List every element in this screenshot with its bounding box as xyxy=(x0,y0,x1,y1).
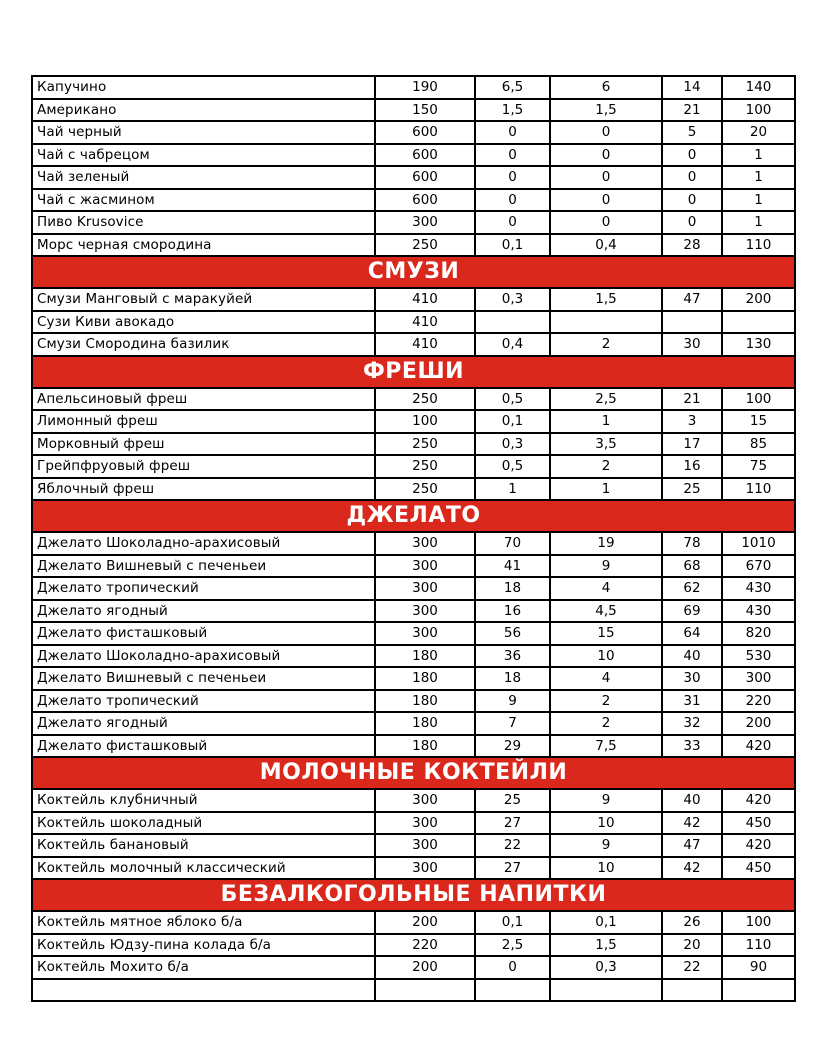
item-name-cell: Джелато тропический xyxy=(32,577,375,600)
value-cell: 32 xyxy=(662,712,722,735)
value-cell: 56 xyxy=(475,622,550,645)
value-cell: 420 xyxy=(722,789,795,812)
value-cell: 250 xyxy=(375,478,475,501)
value-cell: 69 xyxy=(662,600,722,623)
value-cell: 90 xyxy=(722,956,795,979)
value-cell: 1 xyxy=(722,189,795,212)
item-name-cell: Американо xyxy=(32,99,375,122)
value-cell: 3,5 xyxy=(550,433,662,456)
table-row xyxy=(32,144,795,167)
item-name-cell: Смузи Смородина базилик xyxy=(32,333,375,356)
item-name-cell: Коктейль Юдзу-пина колада б/а xyxy=(32,934,375,957)
table-row xyxy=(32,834,795,857)
value-cell: 0 xyxy=(475,166,550,189)
value-cell: 9 xyxy=(550,555,662,578)
value-cell: 0,1 xyxy=(475,234,550,257)
value-cell: 7,5 xyxy=(550,735,662,758)
section-header-row xyxy=(32,757,795,789)
value-cell: 100 xyxy=(722,388,795,411)
item-name-cell: Морс черная смородина xyxy=(32,234,375,257)
table-row xyxy=(32,956,795,979)
item-name-cell: Джелато ягодный xyxy=(32,600,375,623)
value-cell: 0,1 xyxy=(475,410,550,433)
item-name-cell: Джелато фисташковый xyxy=(32,622,375,645)
value-cell xyxy=(550,311,662,334)
value-cell: 220 xyxy=(375,934,475,957)
table-row xyxy=(32,234,795,257)
value-cell: 130 xyxy=(722,333,795,356)
value-cell: 9 xyxy=(550,789,662,812)
item-name-cell xyxy=(32,979,375,1002)
value-cell: 9 xyxy=(475,690,550,713)
table-row xyxy=(32,979,795,1002)
table-row xyxy=(32,121,795,144)
value-cell: 0,3 xyxy=(550,956,662,979)
table-row xyxy=(32,388,795,411)
value-cell: 190 xyxy=(375,76,475,99)
value-cell: 0,5 xyxy=(475,388,550,411)
value-cell: 0,3 xyxy=(475,433,550,456)
value-cell: 16 xyxy=(475,600,550,623)
section-title: ФРЕШИ xyxy=(32,356,795,388)
section-header-row xyxy=(32,256,795,288)
value-cell: 250 xyxy=(375,433,475,456)
value-cell: 27 xyxy=(475,857,550,880)
value-cell xyxy=(375,979,475,1002)
value-cell: 600 xyxy=(375,144,475,167)
value-cell: 47 xyxy=(662,288,722,311)
value-cell: 36 xyxy=(475,645,550,668)
item-name-cell: Джелато ягодный xyxy=(32,712,375,735)
value-cell: 42 xyxy=(662,812,722,835)
value-cell: 40 xyxy=(662,789,722,812)
table-row xyxy=(32,410,795,433)
nutrition-table xyxy=(31,75,796,1002)
value-cell: 1,5 xyxy=(550,934,662,957)
value-cell: 420 xyxy=(722,834,795,857)
value-cell: 70 xyxy=(475,532,550,555)
value-cell: 0 xyxy=(475,211,550,234)
value-cell: 2 xyxy=(550,455,662,478)
value-cell: 2 xyxy=(550,712,662,735)
table-row xyxy=(32,712,795,735)
value-cell: 5 xyxy=(662,121,722,144)
value-cell: 3 xyxy=(662,410,722,433)
item-name-cell: Чай черный xyxy=(32,121,375,144)
item-name-cell: Сузи Киви авокадо xyxy=(32,311,375,334)
item-name-cell: Джелато Шоколадно-арахисовый xyxy=(32,532,375,555)
value-cell: 19 xyxy=(550,532,662,555)
value-cell: 2 xyxy=(550,690,662,713)
value-cell: 33 xyxy=(662,735,722,758)
value-cell: 0 xyxy=(662,144,722,167)
value-cell: 600 xyxy=(375,166,475,189)
value-cell: 300 xyxy=(375,622,475,645)
table-row xyxy=(32,555,795,578)
value-cell: 200 xyxy=(722,712,795,735)
item-name-cell: Коктейль клубничный xyxy=(32,789,375,812)
value-cell: 4,5 xyxy=(550,600,662,623)
item-name-cell: Чай с чабрецом xyxy=(32,144,375,167)
value-cell: 29 xyxy=(475,735,550,758)
value-cell: 1 xyxy=(475,478,550,501)
table-row xyxy=(32,311,795,334)
value-cell: 64 xyxy=(662,622,722,645)
value-cell: 0 xyxy=(662,166,722,189)
value-cell: 0 xyxy=(662,211,722,234)
value-cell: 300 xyxy=(375,834,475,857)
section-header-row xyxy=(32,879,795,911)
table-row xyxy=(32,166,795,189)
value-cell: 0,4 xyxy=(475,333,550,356)
table-row xyxy=(32,857,795,880)
value-cell: 180 xyxy=(375,712,475,735)
value-cell: 0 xyxy=(475,121,550,144)
table-row xyxy=(32,333,795,356)
value-cell: 1 xyxy=(722,144,795,167)
value-cell: 200 xyxy=(722,288,795,311)
value-cell: 300 xyxy=(375,600,475,623)
value-cell: 450 xyxy=(722,812,795,835)
value-cell: 1,5 xyxy=(550,288,662,311)
section-title: БЕЗАЛКОГОЛЬНЫЕ НАПИТКИ xyxy=(32,879,795,911)
value-cell: 1 xyxy=(550,478,662,501)
value-cell: 430 xyxy=(722,600,795,623)
table-row xyxy=(32,532,795,555)
value-cell: 410 xyxy=(375,288,475,311)
item-name-cell: Джелато фисташковый xyxy=(32,735,375,758)
value-cell: 300 xyxy=(722,667,795,690)
value-cell: 7 xyxy=(475,712,550,735)
value-cell: 15 xyxy=(550,622,662,645)
value-cell: 20 xyxy=(662,934,722,957)
value-cell: 180 xyxy=(375,690,475,713)
item-name-cell: Джелато Вишневый с печеньеи xyxy=(32,555,375,578)
item-name-cell: Грейпфруовый фреш xyxy=(32,455,375,478)
value-cell: 0 xyxy=(475,956,550,979)
value-cell: 420 xyxy=(722,735,795,758)
value-cell: 250 xyxy=(375,234,475,257)
value-cell: 0,1 xyxy=(475,911,550,934)
value-cell: 1010 xyxy=(722,532,795,555)
value-cell: 300 xyxy=(375,577,475,600)
value-cell: 300 xyxy=(375,532,475,555)
value-cell: 22 xyxy=(662,956,722,979)
value-cell: 47 xyxy=(662,834,722,857)
value-cell: 0 xyxy=(550,189,662,212)
value-cell: 670 xyxy=(722,555,795,578)
value-cell: 14 xyxy=(662,76,722,99)
value-cell: 1,5 xyxy=(475,99,550,122)
item-name-cell: Апельсиновый фреш xyxy=(32,388,375,411)
value-cell: 430 xyxy=(722,577,795,600)
value-cell: 180 xyxy=(375,735,475,758)
value-cell xyxy=(722,311,795,334)
table-row xyxy=(32,812,795,835)
value-cell xyxy=(662,311,722,334)
item-name-cell: Коктейль шоколадный xyxy=(32,812,375,835)
value-cell: 4 xyxy=(550,667,662,690)
value-cell: 530 xyxy=(722,645,795,668)
item-name-cell: Джелато тропический xyxy=(32,690,375,713)
item-name-cell: Коктейль молочный классический xyxy=(32,857,375,880)
value-cell: 10 xyxy=(550,645,662,668)
section-header-row xyxy=(32,500,795,532)
value-cell: 2,5 xyxy=(475,934,550,957)
value-cell: 180 xyxy=(375,667,475,690)
item-name-cell: Смузи Манговый с маракуйей xyxy=(32,288,375,311)
value-cell: 27 xyxy=(475,812,550,835)
item-name-cell: Пиво Krusovice xyxy=(32,211,375,234)
section-title: МОЛОЧНЫЕ КОКТЕЙЛИ xyxy=(32,757,795,789)
value-cell: 1 xyxy=(722,211,795,234)
value-cell: 31 xyxy=(662,690,722,713)
value-cell: 110 xyxy=(722,478,795,501)
value-cell: 18 xyxy=(475,667,550,690)
value-cell: 6,5 xyxy=(475,76,550,99)
table-row xyxy=(32,934,795,957)
table-row xyxy=(32,600,795,623)
value-cell: 140 xyxy=(722,76,795,99)
item-name-cell: Коктейль мятное яблоко б/а xyxy=(32,911,375,934)
table-row xyxy=(32,99,795,122)
value-cell: 110 xyxy=(722,234,795,257)
value-cell: 150 xyxy=(375,99,475,122)
table-row xyxy=(32,76,795,99)
value-cell: 300 xyxy=(375,789,475,812)
item-name-cell: Чай с жасмином xyxy=(32,189,375,212)
value-cell: 41 xyxy=(475,555,550,578)
value-cell: 4 xyxy=(550,577,662,600)
value-cell: 1 xyxy=(550,410,662,433)
value-cell: 2,5 xyxy=(550,388,662,411)
value-cell: 300 xyxy=(375,857,475,880)
value-cell: 0 xyxy=(550,144,662,167)
table-row xyxy=(32,911,795,934)
value-cell xyxy=(550,979,662,1002)
value-cell: 0,3 xyxy=(475,288,550,311)
value-cell: 200 xyxy=(375,956,475,979)
value-cell: 0,1 xyxy=(550,911,662,934)
value-cell: 0 xyxy=(550,166,662,189)
value-cell: 30 xyxy=(662,333,722,356)
value-cell: 0 xyxy=(662,189,722,212)
value-cell: 450 xyxy=(722,857,795,880)
value-cell: 180 xyxy=(375,645,475,668)
value-cell: 18 xyxy=(475,577,550,600)
value-cell: 25 xyxy=(475,789,550,812)
value-cell: 300 xyxy=(375,211,475,234)
value-cell: 2 xyxy=(550,333,662,356)
value-cell: 100 xyxy=(722,911,795,934)
section-header-row xyxy=(32,356,795,388)
table-row xyxy=(32,690,795,713)
value-cell: 0,5 xyxy=(475,455,550,478)
value-cell: 1 xyxy=(722,166,795,189)
item-name-cell: Джелато Вишневый с печеньеи xyxy=(32,667,375,690)
table-row xyxy=(32,288,795,311)
value-cell: 220 xyxy=(722,690,795,713)
value-cell: 30 xyxy=(662,667,722,690)
value-cell: 300 xyxy=(375,812,475,835)
value-cell: 78 xyxy=(662,532,722,555)
value-cell: 0 xyxy=(475,144,550,167)
value-cell: 0 xyxy=(550,211,662,234)
item-name-cell: Джелато Шоколадно-арахисовый xyxy=(32,645,375,668)
value-cell: 0,4 xyxy=(550,234,662,257)
value-cell xyxy=(475,311,550,334)
table-row xyxy=(32,433,795,456)
table-row xyxy=(32,577,795,600)
table-row xyxy=(32,189,795,212)
value-cell: 10 xyxy=(550,857,662,880)
value-cell xyxy=(662,979,722,1002)
value-cell: 20 xyxy=(722,121,795,144)
value-cell xyxy=(475,979,550,1002)
table-row xyxy=(32,735,795,758)
section-title: ДЖЕЛАТО xyxy=(32,500,795,532)
section-title: СМУЗИ xyxy=(32,256,795,288)
value-cell: 410 xyxy=(375,311,475,334)
value-cell: 100 xyxy=(375,410,475,433)
table-row xyxy=(32,478,795,501)
nutrition-table-body xyxy=(32,76,795,1001)
value-cell: 17 xyxy=(662,433,722,456)
item-name-cell: Коктейль Мохито б/а xyxy=(32,956,375,979)
value-cell: 600 xyxy=(375,121,475,144)
item-name-cell: Чай зеленый xyxy=(32,166,375,189)
value-cell: 110 xyxy=(722,934,795,957)
value-cell: 410 xyxy=(375,333,475,356)
value-cell: 75 xyxy=(722,455,795,478)
table-row xyxy=(32,622,795,645)
item-name-cell: Яблочный фреш xyxy=(32,478,375,501)
value-cell: 9 xyxy=(550,834,662,857)
value-cell: 28 xyxy=(662,234,722,257)
value-cell: 16 xyxy=(662,455,722,478)
value-cell: 250 xyxy=(375,388,475,411)
value-cell xyxy=(722,979,795,1002)
value-cell: 100 xyxy=(722,99,795,122)
value-cell: 21 xyxy=(662,99,722,122)
value-cell: 40 xyxy=(662,645,722,668)
value-cell: 820 xyxy=(722,622,795,645)
value-cell: 200 xyxy=(375,911,475,934)
table-row xyxy=(32,645,795,668)
value-cell: 1,5 xyxy=(550,99,662,122)
item-name-cell: Коктейль банановый xyxy=(32,834,375,857)
value-cell: 25 xyxy=(662,478,722,501)
value-cell: 10 xyxy=(550,812,662,835)
value-cell: 0 xyxy=(475,189,550,212)
value-cell: 62 xyxy=(662,577,722,600)
item-name-cell: Капучино xyxy=(32,76,375,99)
table-row xyxy=(32,211,795,234)
value-cell: 68 xyxy=(662,555,722,578)
value-cell: 0 xyxy=(550,121,662,144)
value-cell: 6 xyxy=(550,76,662,99)
value-cell: 42 xyxy=(662,857,722,880)
item-name-cell: Лимонный фреш xyxy=(32,410,375,433)
item-name-cell: Морковный фреш xyxy=(32,433,375,456)
table-row xyxy=(32,667,795,690)
table-row xyxy=(32,789,795,812)
value-cell: 250 xyxy=(375,455,475,478)
value-cell: 22 xyxy=(475,834,550,857)
value-cell: 600 xyxy=(375,189,475,212)
value-cell: 26 xyxy=(662,911,722,934)
value-cell: 300 xyxy=(375,555,475,578)
value-cell: 21 xyxy=(662,388,722,411)
value-cell: 15 xyxy=(722,410,795,433)
table-row xyxy=(32,455,795,478)
value-cell: 85 xyxy=(722,433,795,456)
